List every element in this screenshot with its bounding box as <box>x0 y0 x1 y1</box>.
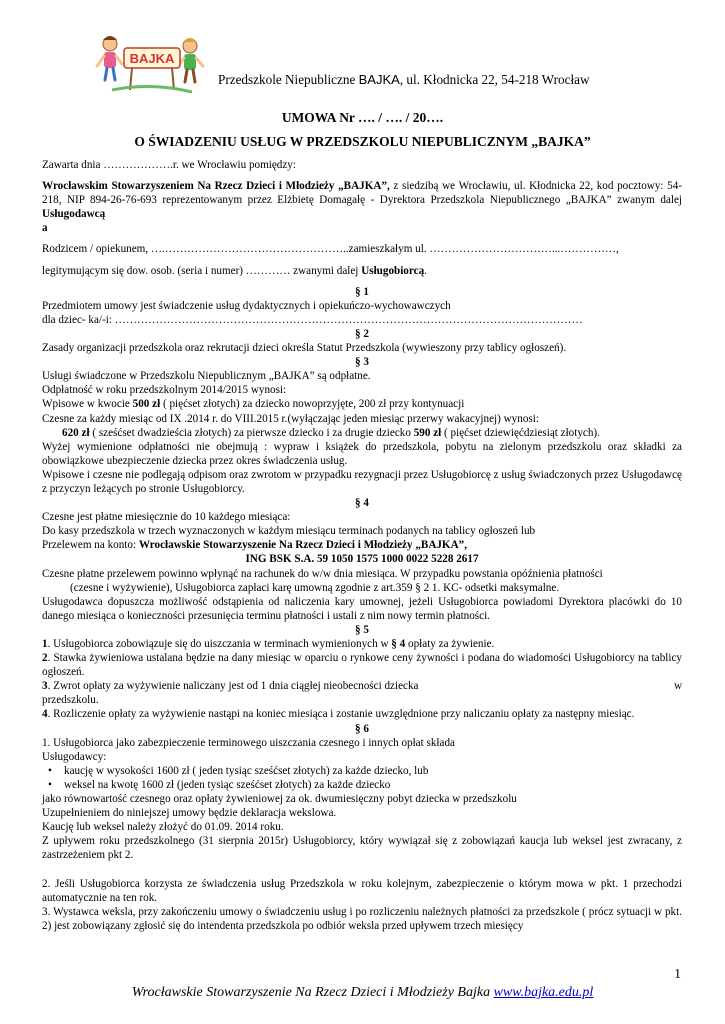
s4-line7: Usługodawca dopuszcza możliwość odstąpienia od naliczenia kary umownej, jeżeli Usługobiorca powiadomi Dyrektora placówki do 10 danego miesiąca o konieczności przesunięcia terminu płatności i ustali z nim nowy termin płatności. <box>42 595 682 622</box>
s6-line2: Usługodawcy: <box>42 750 107 763</box>
section-1-heading: § 1 <box>355 285 369 298</box>
s5-point3-cont: przedszkolu. <box>42 694 99 707</box>
org-name: Wrocławskim Stowarzyszeniem Na Rzecz Dzieci i Młodzieży „BAJKA”, <box>42 180 390 193</box>
s5-p1-ref: § 4 <box>391 638 406 650</box>
s3-fee-first: 620 zł <box>62 426 90 439</box>
page-number: 1 <box>674 966 681 981</box>
list-item: • weksel na kwotę 1600 zł (jeden tysiąc sześćset złotych) za każde dziecko <box>42 778 682 792</box>
s3-entry-fee-desc: ( pięćset złotych) za dziecko nowoprzyjęte, 200 zł przy kontynuacji <box>160 398 465 411</box>
section-3-heading: § 3 <box>355 356 369 369</box>
s6-line7: 2. Jeśli Usługobiorca korzysta ze świadczenia usług Przedszkola w roku kolejnym, zabezpieczenie o którym mowa w pkt. 1 przechodzi automatycznie na ten rok. <box>42 877 682 904</box>
s6-line5: Kaucję lub weksel należy złożyć do 01.09. 2014 roku. <box>42 821 284 834</box>
s6-line6: Z upływem roku przedszkolnego (31 sierpnia 2015r) Usługobiorcy, który wywiązał się z zobowiązań kaucja lub weksel jest zwracany, z zastrzeżeniem pkt 2. <box>42 835 682 862</box>
footer-text: Wrocławskie Stowarzyszenie Na Rzecz Dzieci i Młodzieży Bajka <box>131 985 494 1000</box>
s4-line6: (czesne i wyżywienie), Usługobiorca zapłaci karę umowną zgodnie z art.359 § 2 1. KC- odsetki maksymalne. <box>70 581 560 594</box>
s3-fee-text: ( sześćset dwadzieścia złotych) za pierwsze dziecko i za drugie dziecko <box>89 426 414 439</box>
section-2-heading: § 2 <box>355 327 369 340</box>
s2-line1: Zasady organizacji przedszkola oraz rekrutacji dzieci określa Statut Przedszkola (wywieszony przy tablicy ogłoszeń). <box>42 342 567 355</box>
s3-line1: Usługi świadczone w Przedszkolu Niepublicznym „BAJKA” są odpłatne. <box>42 370 371 383</box>
s4-line1: Czesne jest płatne miesięcznie do 10 każdego miesiąca: <box>42 511 291 524</box>
s5-p3-w: w <box>673 680 682 693</box>
conjunction-a: a <box>42 222 48 235</box>
s6-line1: 1. Usługobiorca jako zabezpieczenie terminowego uiszczania czesnego i innych opłat składa <box>42 736 455 749</box>
document-header <box>218 72 590 88</box>
list-item: • kaucję w wysokości 1600 zł ( jeden tysiąc sześćset złotych) za każde dziecko, lub <box>42 764 682 778</box>
header-prefix: Przedszkole Niepubliczne <box>218 72 359 87</box>
contract-number: UMOWA Nr …. / …. / 20…. <box>281 110 444 125</box>
s5-p3-num: 3 <box>42 680 48 693</box>
s3-fee-second: 590 zł <box>413 426 442 439</box>
s3-fee-text2: ( pięćset dziewięćdziesiąt złotych). <box>441 426 600 439</box>
s5-point3 <box>42 679 682 693</box>
document-footer <box>0 985 725 1001</box>
s4-line5: Czesne płatne przelewem powinno wpłynąć na rachunek do w/w dnia miesiąca. W przypadku powstania opóźnienia płatności <box>42 567 603 580</box>
footer-website-link[interactable]: www.bajka.edu.pl <box>493 985 594 1000</box>
s3-line6: Wyżej wymienione odpłatności nie obejmują : wypraw i książek do przedszkola, pobytu na zielonym przedszkolu oraz składki za obowiązkowe ubezpieczenie dziecka przez okres świadczenia usług. <box>42 440 682 467</box>
id-dot: . <box>424 264 427 277</box>
s3-line4: Czesne za każdy miesiąc od IX .2014 r. do VIII.2015 r.(wyłączając jeden miesiąc przerwy wakacyjnej) wynosi: <box>42 412 539 425</box>
s4-line2: Do kasy przedszkola w trzech wyznaczonych w każdym miesiącu terminach podanych na tablicy ogłoszeń lub <box>42 525 536 538</box>
s5-p4-text: . Rozliczenie opłaty za wyżywienie nastąpi na koniec miesiąca i zostanie uwzględnione przy naliczaniu opłaty za następny miesiąc. <box>47 708 635 721</box>
s1-line2: dla dziec- ka/-i: ……………………………………………………………………………………………………………… <box>42 313 583 326</box>
s4-transfer-label: Przelewem na konto: <box>42 539 139 552</box>
s6-line8: 3. Wystawca weksla, przy zakończeniu umowy o świadczeniu usług i po rozliczeniu należnych płatności za przedszkole ( prócz sytuacji w pkt. 2) jest zobowiązany zgłosić się do intendenta przedszkola po odbiór weksla przed upływem trzech miesięcy <box>42 905 682 932</box>
section-5-heading: § 5 <box>355 623 369 636</box>
header-address: , ul. Kłodnicka 22, 54-218 Wrocław <box>399 72 590 87</box>
id-text: legitymującym się dow. osob. (seria i numer) ………… zwanymi dalej <box>42 264 362 277</box>
s3-line3 <box>42 397 682 411</box>
intro-parties <box>42 179 682 221</box>
logo-text: BAJKA <box>129 51 175 66</box>
s5-p4-num: 4 <box>42 708 48 721</box>
contract-title: O ŚWIADZENIU USŁUG W PRZEDSZKOLU NIEPUBLICZNYM „BAJKA” <box>134 134 591 149</box>
intro-a <box>42 221 682 235</box>
s5-point1 <box>42 637 682 651</box>
s3-entry-fee-label: Wpisowe w kwocie <box>42 398 133 411</box>
bajka-logo <box>92 30 210 100</box>
org-details: z siedzibą we Wrocławiu, ul. Kłodnicka 22, kod pocztowy: 54-218, NIP 894-26-76-693 reprezentowanym przez Elżbietę Domagałę - Dyrektora Przedszkola Niepublicznego „BAJKA” zwanym dalej <box>42 180 682 207</box>
s6-bullet-list <box>42 764 682 792</box>
s3-line7: Wpisowe i czesne nie podlegają odpisom oraz zwrotom w przypadku rezygnacji przez Usługobiorcę z usług świadczonych przez Usługodawcę z przyczyn leżących po stronie Usługobiorcy. <box>42 468 682 495</box>
s1-line1: Przedmiotem umowy jest świadczenie usług dydaktycznych i opiekuńczo-wychowawczych <box>42 299 451 312</box>
s4-account-holder: Wrocławskie Stowarzyszenie Na Rzecz Dzieci i Młodzieży „BAJKA”, <box>138 539 467 552</box>
s5-p2-num: 2 <box>42 652 48 665</box>
s3-line5 <box>42 426 682 440</box>
s4-line3 <box>42 538 682 552</box>
s6-line3: jako równowartość czesnego oraz opłaty żywieniowej za ok. dwumiesięczny pobyt dziecka w przedszkolu <box>42 793 517 806</box>
intro-id-line <box>42 264 682 278</box>
s5-p3-text: . Zwrot opłaty za wyżywienie naliczany jest od 1 dnia ciągłej nieobecności dziecka <box>47 680 419 693</box>
s5-p2-text: . Stawka żywieniowa ustalana będzie na dany miesiąc w oparciu o rynkowe ceny żywności i podana do wiadomości Usługobiorcy na tablicy ogłoszeń. <box>42 652 682 679</box>
intro-date-line: Zawarta dnia ……………….r. we Wrocławiu pomiędzy: <box>42 159 296 171</box>
section-4-heading: § 4 <box>355 497 369 510</box>
uslugodawca-term: Usługodawcą <box>42 208 106 221</box>
s6-line4: Uzupełnieniem do niniejszej umowy będzie deklaracja wekslowa. <box>42 807 337 820</box>
header-name: BAJKA <box>358 72 400 87</box>
s5-p1-text: . Usługobiorca zobowiązuje się do uiszczania w terminach wymienionych w <box>47 638 392 650</box>
s3-entry-fee-amount: 500 zł <box>132 398 161 411</box>
s5-point4 <box>42 707 682 721</box>
s5-point2 <box>42 651 682 679</box>
s5-p1-num: 1 <box>42 638 48 650</box>
s4-bank-account: ING BSK S.A. 59 1050 1575 1000 0022 5228 2617 <box>245 553 479 566</box>
s5-p1-end: opłaty za żywienie. <box>405 638 495 650</box>
intro-parent-line: Rodzicem / opiekunem, ….…………………………………………..zamieszkałym ul. ……………………………...……………, <box>42 243 619 256</box>
uslugobiorca-term: Usługobiorcą <box>361 264 425 277</box>
section-6-heading: § 6 <box>355 722 369 735</box>
s3-line2: Odpłatność w roku przedszkolnym 2014/2015 wynosi: <box>42 384 287 397</box>
document-body <box>42 158 682 933</box>
